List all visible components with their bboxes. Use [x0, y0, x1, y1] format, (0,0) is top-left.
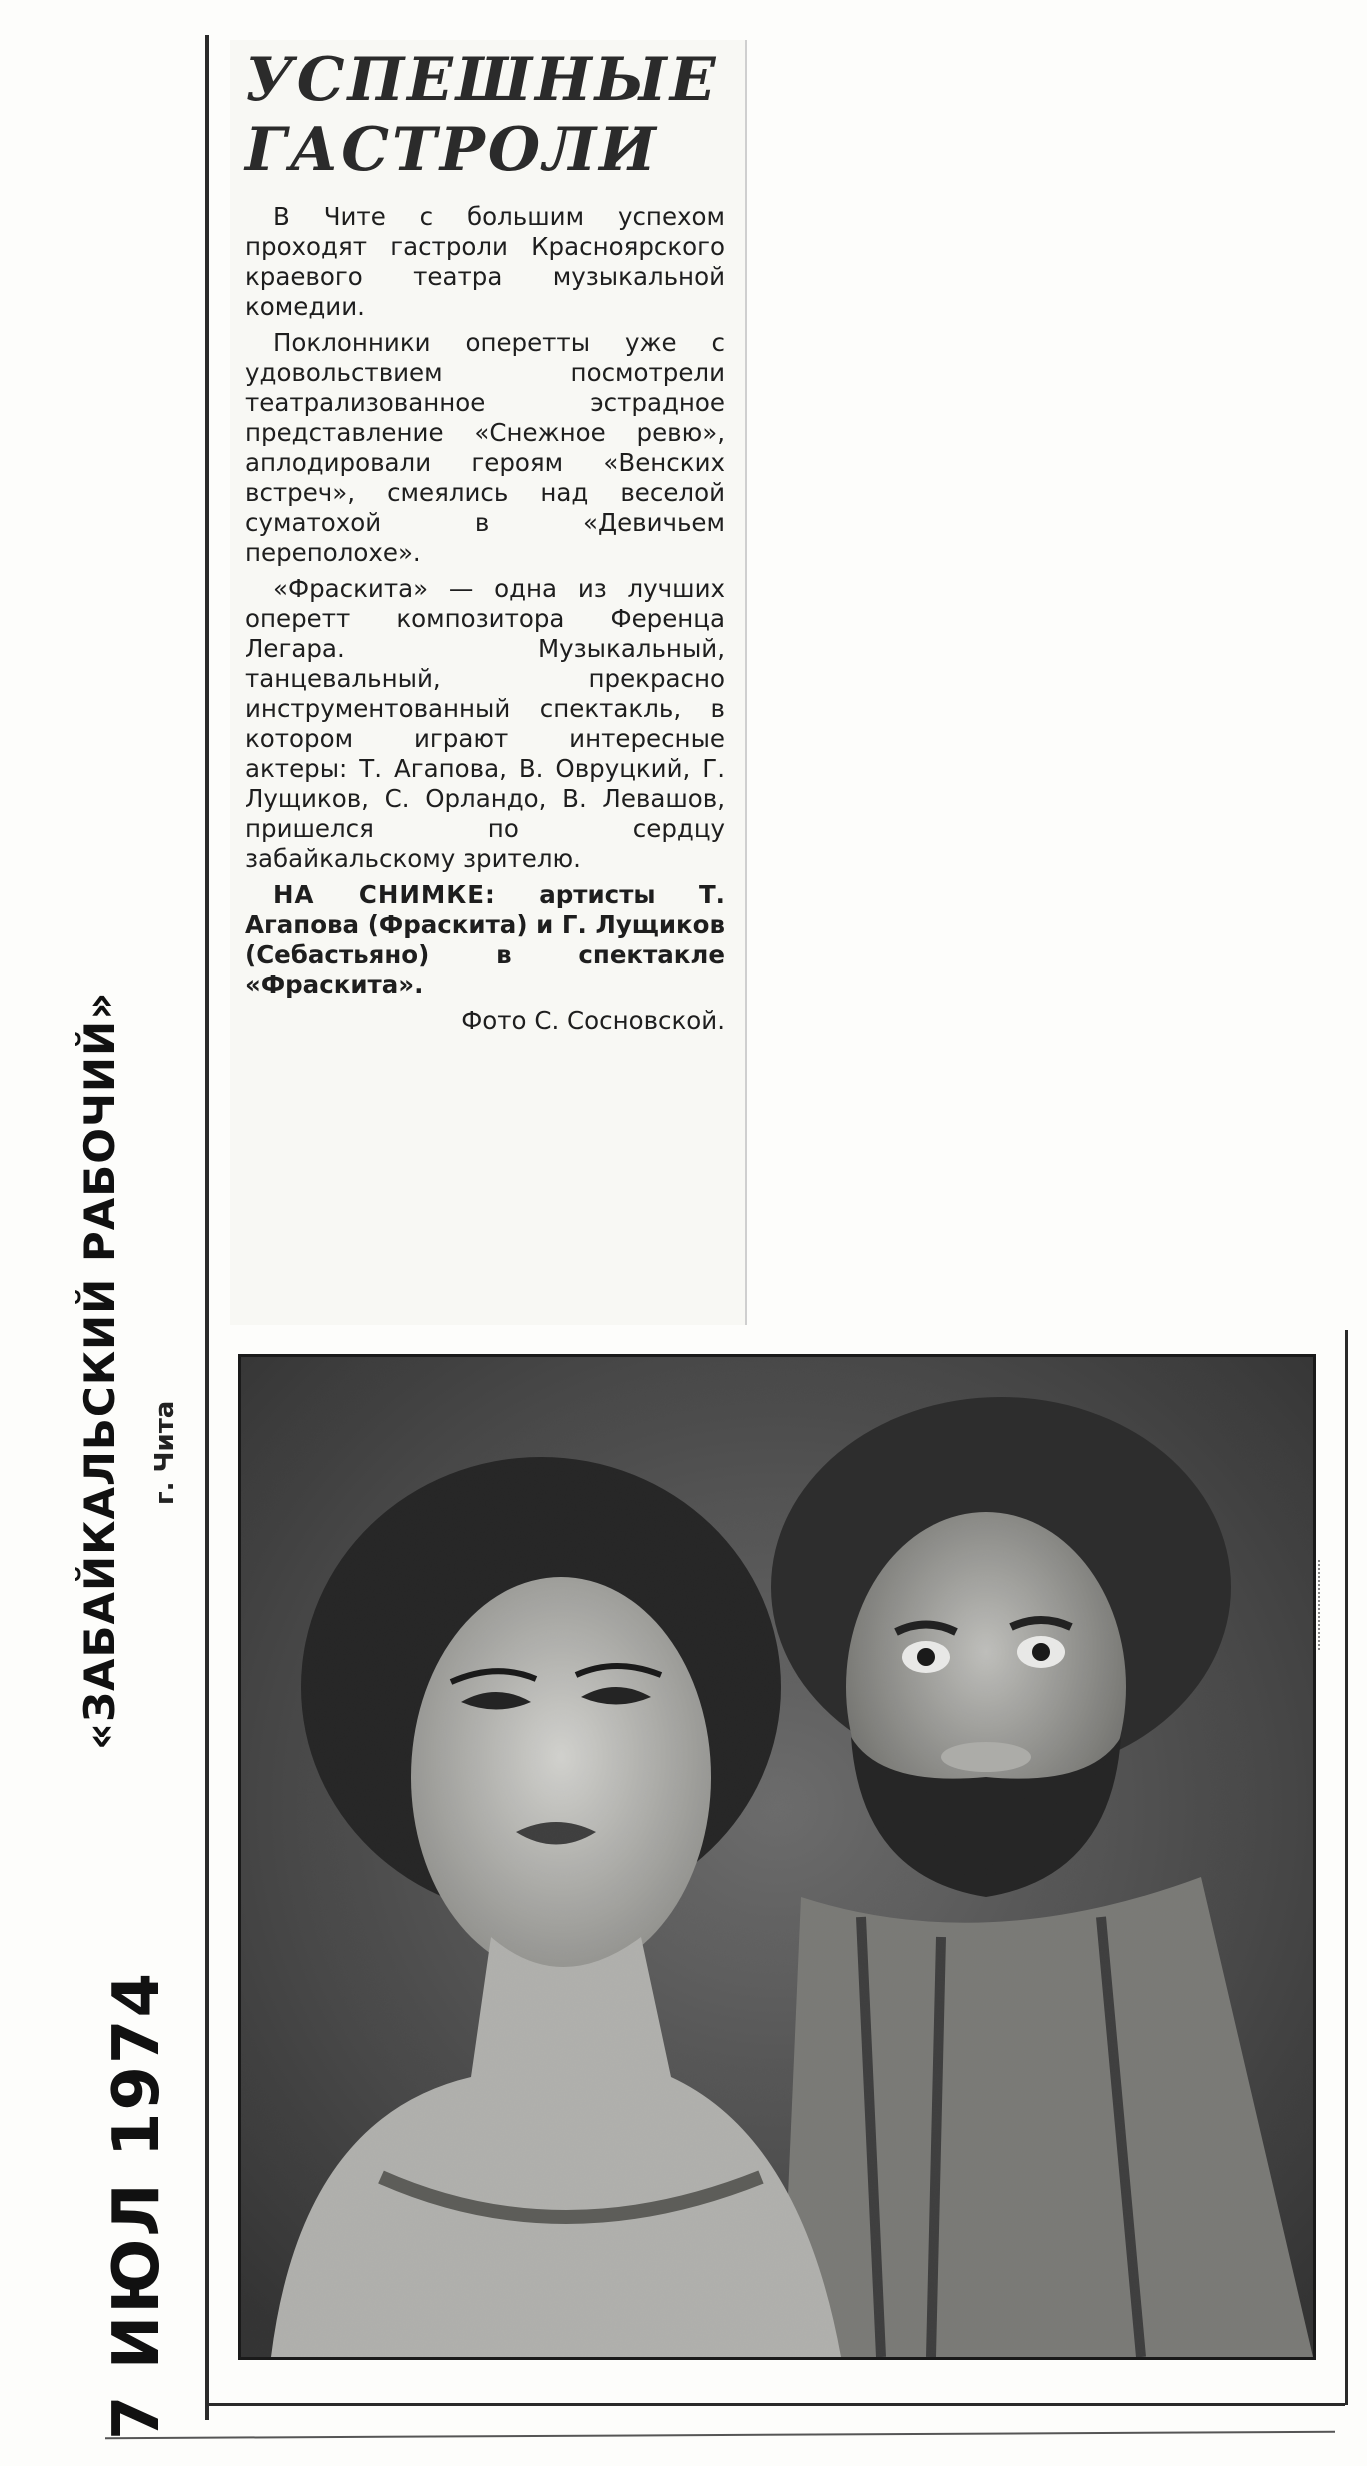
article-body [245, 202, 725, 1042]
paragraph-1: В Чите с большим успехом проходят гастроли Красноярского краевого театра музыкальной комедии. [245, 202, 725, 321]
paragraph-2: Поклонники оперетты уже с удовольствием посмотрели театрализованное эстрадное представление «Снежное ревю», аплодировали героям «Венских встреч», смеялись над веселой суматохой в «Девичьем переполохе». [245, 328, 725, 567]
headline-line-2: ГАСТРОЛИ [245, 115, 659, 185]
photo-caption [245, 880, 725, 1000]
margin-marks [1318, 1560, 1332, 1650]
mount-line-right [1345, 1330, 1348, 2405]
headline-line-1: УСПЕШНЫЕ [245, 45, 719, 115]
mount-line-bottom [205, 2403, 1345, 2406]
article-headline [245, 45, 735, 185]
mount-line-left [205, 35, 209, 2420]
press-photo [238, 1354, 1316, 2360]
article-column [230, 40, 747, 1325]
caption-text: артисты Т. Агапова (Фраскита) и Г. Лущиков (Себастьяно) в спектакле «Фраскита». [245, 880, 725, 999]
date-stamp-text: 7 ИЮЛ 1974 [100, 1970, 174, 2440]
caption-lead: НА СНИМКЕ: [273, 880, 496, 909]
photo-illustration [241, 1357, 1313, 2357]
newspaper-name: «ЗАБАЙКАЛЬСКИЙ РАБОЧИЙ» [75, 991, 124, 1750]
mount-line-bottom-outer [105, 2431, 1335, 2439]
paragraph-3: «Фраскита» — одна из лучших оперетт композитора Ференца Легара. Музыкальный, танцевальный, прекрасно инструментованный спектакль, в котором играют интересные актеры: Т. Агапова, В. Овруцкий, Г. Лущиков, С. Орландо, В. Левашов, пришелся по сердцу забайкальскому зрителю. [245, 574, 725, 873]
newspaper-city: г. Чита [150, 1400, 180, 1505]
photo-credit: Фото С. Сосновской. [461, 1006, 725, 1035]
